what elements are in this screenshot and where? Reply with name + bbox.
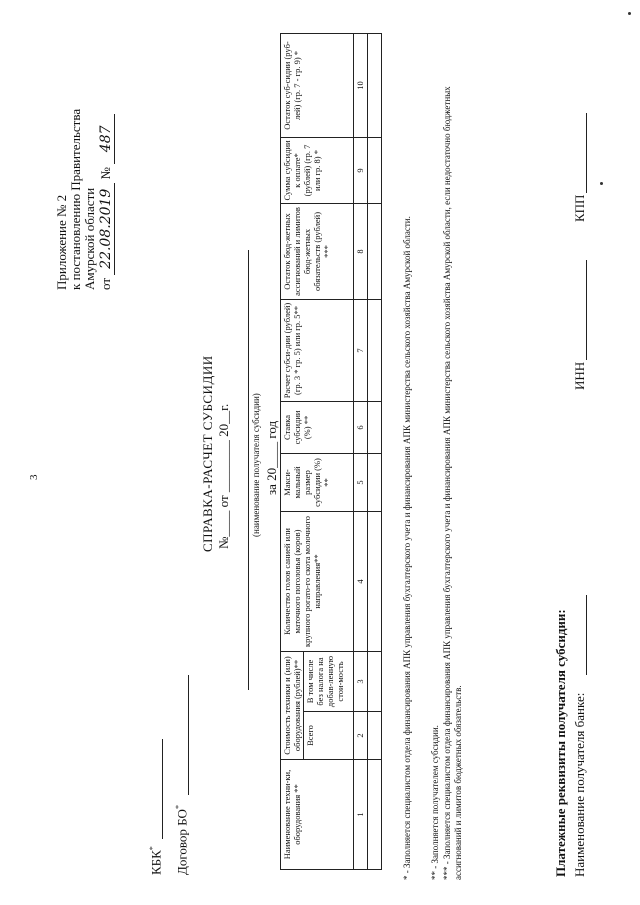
col-number-7: 7	[354, 299, 368, 401]
table-cell-empty	[368, 712, 382, 760]
table-cell-empty	[368, 203, 382, 299]
number-prefix: №	[98, 167, 113, 180]
recipient-caption: (наименование получателя субсидии)	[251, 393, 261, 537]
col-number-9: 9	[354, 137, 368, 203]
appendix-line-3: Амурской области	[82, 187, 97, 290]
table-cell-empty	[368, 511, 382, 651]
header-cost-total: Всего	[304, 712, 354, 760]
header-cost: Стоимость техники и (или) оборудования (рублей)**	[281, 651, 304, 759]
kbk-label: КБК*	[148, 846, 164, 875]
header-max-subsidy: Макси-мальный размер субсидии (%) **	[281, 453, 354, 511]
col-number-3: 3	[354, 651, 368, 711]
inn-underline	[586, 260, 587, 360]
appendix-line-2: к постановлению Правительства	[68, 108, 83, 290]
footnote-3: *** - Заполняется специалистом отдела финансирования АПК управления бухгалтерского учета и финансирования АПК министерства сельского хозяйства Амурской области, если недостаточно бюджетных ассигнований и лимитов бюджетных обязательств.	[442, 86, 463, 880]
header-cattle-count: Количество голов санией или маточного поголовья (коров) крупного рогато-го скота молочного направления**	[281, 511, 354, 651]
appendix-line-1: Приложение № 2	[54, 194, 69, 290]
appendix-date-number	[98, 114, 115, 290]
col-number-1: 1	[354, 760, 368, 870]
header-budget-remainder: Остаток бюд-жетных ассигнований и лимитов бюд-жетных обязательств (рублей) ***	[281, 203, 354, 299]
kpp-underline	[586, 113, 587, 193]
scan-speck	[600, 182, 603, 185]
page-number: 3	[28, 474, 40, 480]
col-number-8: 8	[354, 203, 368, 299]
footnote-1: * - Заполняется специалистом отдела финансирования АПК управления бухгалтерского учета и финансирования АПК министерства сельского хозяйства Амурской области.	[402, 216, 412, 880]
number-date-line: №____ от ________ 20__г.	[216, 403, 231, 549]
contract-label: Договор БО*	[174, 805, 190, 875]
header-cost-novat: В том числе без налога на добав-ленную стои-мость	[304, 651, 354, 711]
header-subsidy-remainder: Остаток суб-сидии (руб-лей) (гр. 7 - гр. 9) *	[281, 33, 354, 137]
header-rate: Ставка субсидии (%) **	[281, 401, 354, 453]
table-cell-empty	[368, 33, 382, 137]
period-line: за 20____ год	[264, 420, 279, 495]
kbk-underline	[162, 739, 163, 839]
col-number-10: 10	[354, 33, 368, 137]
bank-label: Наименование получателя банке:	[572, 692, 587, 877]
table-cell-empty	[368, 299, 382, 401]
table-cell-empty	[368, 760, 382, 870]
contract-underline	[188, 675, 189, 795]
col-number-4: 4	[354, 511, 368, 651]
header-equipment-name: Наименование техни-ки, оборудования **	[281, 760, 354, 870]
table-cell-empty	[368, 453, 382, 511]
scan-speck	[628, 12, 631, 15]
subsidy-table	[280, 33, 382, 870]
date-prefix: от	[98, 277, 113, 290]
table-cell-empty	[368, 651, 382, 711]
footnote-2: ** - Заполняется получателем субсидии.	[430, 725, 440, 880]
bank-underline	[586, 595, 587, 675]
col-number-6: 6	[354, 401, 368, 453]
handwritten-number: 487	[98, 114, 115, 164]
page-title: СПРАВКА-РАСЧЕТ СУБСИДИИ	[200, 355, 215, 552]
table-cell-empty	[368, 401, 382, 453]
inn-label: ИНН	[572, 361, 587, 390]
col-number-5: 5	[354, 453, 368, 511]
header-calculation: Расчет субси-дии (рублей) (гр. 3 * гр. 5) или гр. 5**	[281, 299, 354, 401]
handwritten-date: 22.08.2019	[98, 183, 115, 275]
header-amount-to-pay: Сумма субсидии к оплате* (рублей) (гр. 7 или гр. 8) *	[281, 137, 354, 203]
kpp-label: КПП	[572, 194, 587, 222]
recipient-underline	[248, 250, 249, 690]
payment-heading: Платежные реквизиты получателя субсидии:	[553, 609, 568, 877]
col-number-2: 2	[354, 712, 368, 760]
table-cell-empty	[368, 137, 382, 203]
